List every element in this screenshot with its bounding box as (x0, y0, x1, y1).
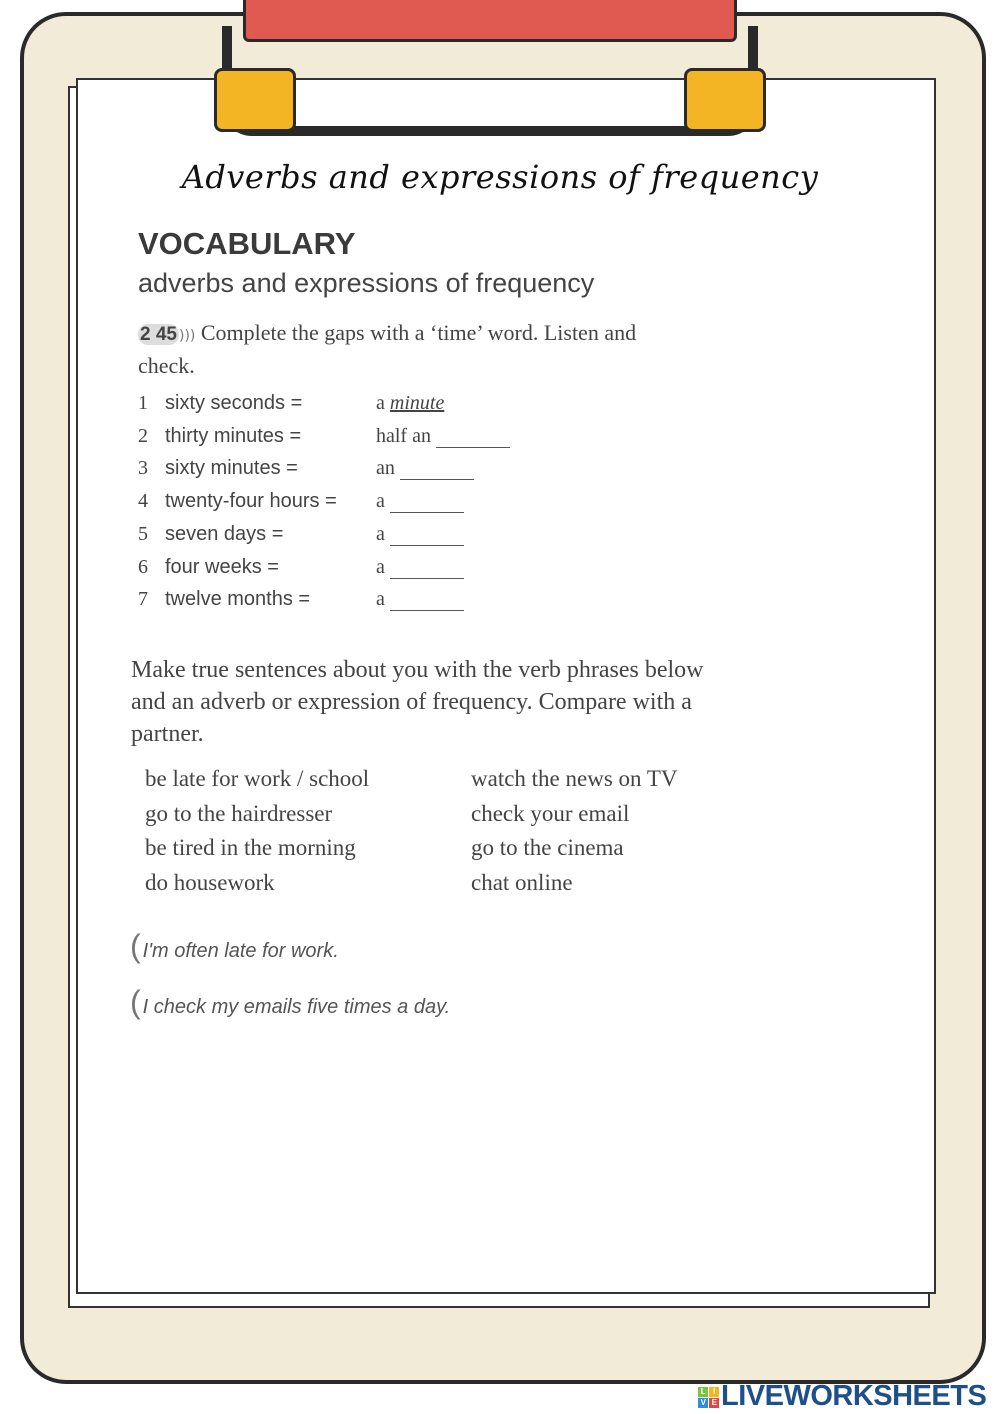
speaker-waves-icon: ))) (178, 328, 196, 344)
exercise2-instruction: Make true sentences about you with the verb phrases below and an adverb or expression of frequency. Compare with a partner. (131, 657, 704, 747)
clip-top (243, 0, 737, 42)
answer-prefix: a (376, 392, 385, 414)
verb-phrase: do housework (145, 870, 275, 896)
example-sentence (130, 984, 450, 1021)
item-answer (376, 556, 464, 579)
clip-wire (222, 26, 758, 136)
item-prompt: four weeks = (165, 555, 279, 578)
gap-item (138, 424, 431, 455)
item-number: 3 (138, 457, 148, 480)
item-prompt: sixty seconds = (165, 392, 303, 414)
answer-input[interactable] (390, 523, 464, 546)
item-number: 2 (138, 424, 148, 447)
answer-prefix: a (376, 555, 385, 578)
verb-phrase: go to the cinema (471, 835, 624, 861)
logo-icon: L I V E (698, 1387, 719, 1408)
gap-item (138, 588, 385, 618)
gap-item (138, 490, 385, 520)
answer-prefix: half an (376, 424, 431, 447)
item-answer (376, 457, 474, 480)
item-prompt: seven days = (165, 522, 284, 545)
clip-right (684, 68, 766, 132)
answer-input[interactable] (400, 457, 474, 480)
exercise1-instruction (138, 318, 698, 381)
verb-phrase: watch the news on TV (471, 766, 678, 791)
example-text: I'm often late for work. (142, 940, 339, 962)
item-answer (376, 392, 444, 415)
item-prompt: twenty-four hours = (165, 490, 337, 513)
item-answer (376, 490, 464, 513)
section-heading: VOCABULARY (138, 226, 356, 261)
item-prompt: thirty minutes = (165, 424, 302, 447)
answer-prefix: a (376, 490, 385, 513)
verb-phrase: go to the hairdresser (145, 800, 333, 826)
item-prompt: twelve months = (165, 588, 311, 611)
liveworksheets-logo (698, 1380, 986, 1413)
item-answer (376, 425, 510, 448)
worksheet-title: Adverbs and expressions of frequency (181, 158, 819, 196)
item-answer (376, 523, 464, 546)
item-number: 7 (138, 588, 148, 611)
answer-prefix: an (376, 457, 395, 480)
instruction-text: Complete the gaps with a ‘time’ word. Listen and check. (138, 320, 637, 378)
example-sentence (130, 928, 339, 965)
gap-item (138, 457, 395, 487)
item-number: 4 (138, 490, 148, 513)
gap-item (138, 522, 385, 553)
example-answer: minute (389, 392, 445, 414)
verb-phrase: check your email (471, 800, 630, 826)
verb-phrase: chat online (471, 870, 573, 896)
item-answer (376, 588, 464, 611)
speech-bubble-icon: ( (130, 984, 141, 1020)
answer-input[interactable] (390, 490, 464, 513)
gap-item (138, 555, 385, 586)
answer-prefix: a (376, 588, 385, 611)
item-number: 5 (138, 522, 148, 545)
clip-left (214, 68, 296, 132)
item-prompt: sixty minutes = (165, 457, 298, 480)
answer-input[interactable] (390, 588, 464, 611)
answer-prefix: a (376, 522, 385, 545)
item-number: 1 (138, 392, 148, 414)
brand-text: LIVEWORKSHEETS (721, 1380, 987, 1412)
answer-input[interactable] (390, 556, 464, 579)
answer-input[interactable] (436, 425, 510, 448)
verb-phrase: be late for work / school (145, 766, 370, 791)
example-text: I check my emails five times a day. (142, 996, 451, 1018)
speech-bubble-icon: ( (130, 928, 141, 964)
track-badge: 2 45 (140, 324, 177, 345)
item-number: 6 (138, 555, 148, 578)
section-subheading: adverbs and expressions of frequency (138, 268, 595, 298)
verb-phrase: be tired in the morning (145, 835, 356, 861)
gap-item (138, 392, 445, 422)
